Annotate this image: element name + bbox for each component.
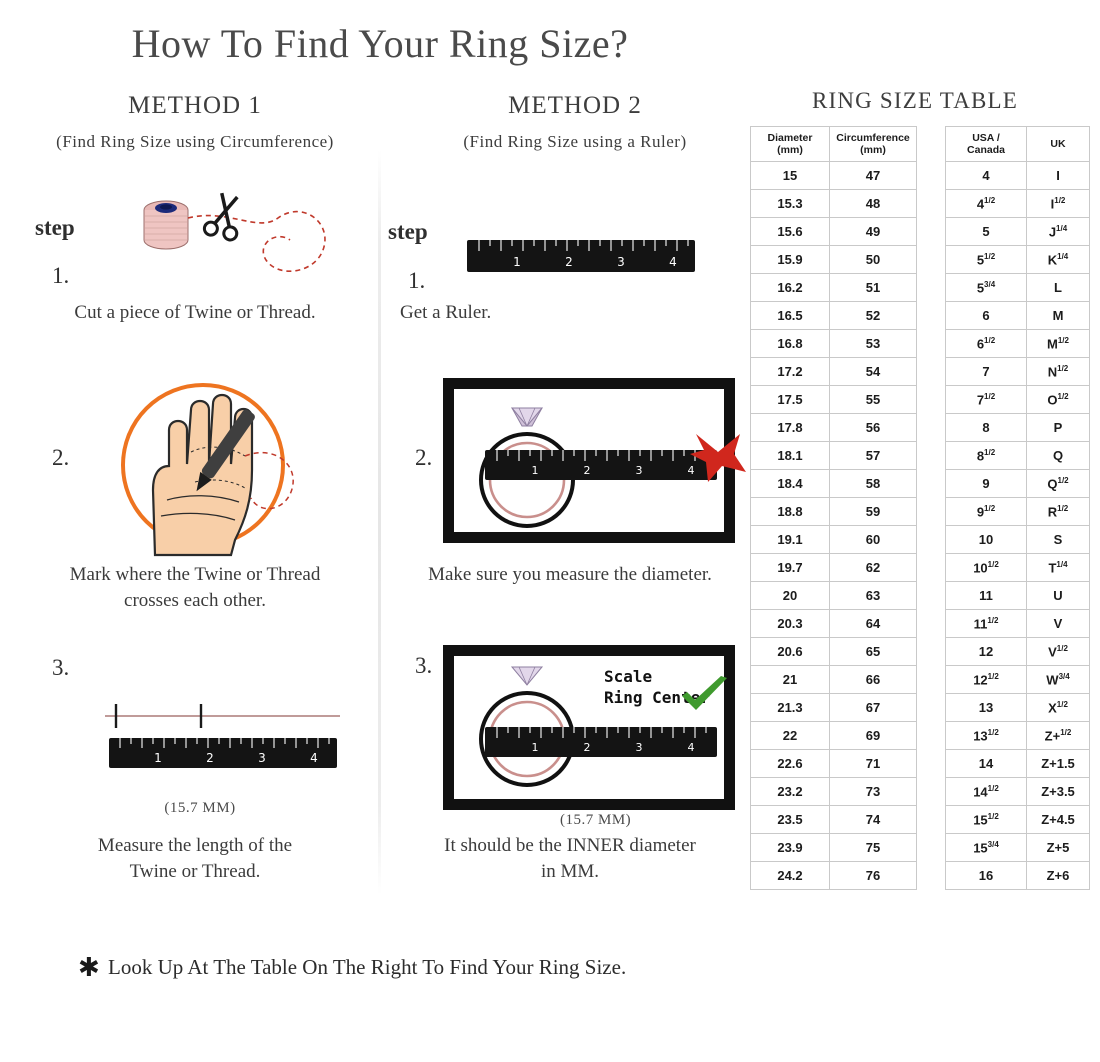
svg-text:4: 4 — [669, 255, 677, 269]
cell-circumference: 65 — [830, 638, 917, 666]
cell-usa-canada: 10 — [946, 526, 1027, 554]
cell-spacer — [917, 722, 946, 750]
ruler-tick-1: 1 — [154, 751, 162, 765]
diamond-icon — [512, 667, 542, 685]
cell-diameter: 23.2 — [751, 778, 830, 806]
cell-diameter: 16.5 — [751, 302, 830, 330]
hand-thread-illustration — [95, 370, 365, 560]
cell-circumference: 74 — [830, 806, 917, 834]
overlay-line-ring-center: Ring Center — [604, 687, 710, 707]
cell-diameter: 19.1 — [751, 526, 830, 554]
svg-text:1: 1 — [531, 741, 539, 754]
cell-usa-canada: $7^{1/2}$ — [946, 386, 1027, 414]
page-title: How To Find Your Ring Size? — [131, 21, 629, 66]
cell-circumference: 57 — [830, 442, 917, 470]
method-1-step-2-number: 2. — [52, 445, 70, 470]
overlay-line-scale: Scale — [604, 667, 653, 686]
cell-spacer — [917, 330, 946, 358]
cell-usa-canada: $10^{1/2}$ — [946, 554, 1027, 582]
check-mark-icon — [680, 676, 730, 718]
cell-spacer — [917, 554, 946, 582]
cell-uk: P — [1027, 414, 1090, 442]
cell-circumference: 59 — [830, 498, 917, 526]
cell-usa-canada: 14 — [946, 750, 1027, 778]
cell-uk: $I^{1/2}$ — [1027, 190, 1090, 218]
cell-circumference: 71 — [830, 750, 917, 778]
cell-usa-canada: 5 — [946, 218, 1027, 246]
cell-usa-canada: $11^{1/2}$ — [946, 610, 1027, 638]
cell-spacer — [917, 498, 946, 526]
cell-spacer — [917, 162, 946, 190]
table-row — [751, 638, 1090, 666]
cell-uk: U — [1027, 582, 1090, 610]
cell-diameter: 22 — [751, 722, 830, 750]
cell-uk: M — [1027, 302, 1090, 330]
measure-thread-ruler-illustration — [100, 690, 345, 770]
cell-spacer — [917, 218, 946, 246]
header-circumference: Circumference (mm) — [830, 127, 917, 162]
cell-circumference: 53 — [830, 330, 917, 358]
cell-circumference: 56 — [830, 414, 917, 442]
cell-circumference: 58 — [830, 470, 917, 498]
cell-usa-canada: 16 — [946, 862, 1027, 890]
svg-text:2: 2 — [583, 741, 591, 754]
table-row — [751, 358, 1090, 386]
cell-spacer — [917, 526, 946, 554]
cell-usa-canada: $13^{1/2}$ — [946, 722, 1027, 750]
cell-spacer — [917, 470, 946, 498]
cell-uk: L — [1027, 274, 1090, 302]
cell-usa-canada: 6 — [946, 302, 1027, 330]
cell-uk: Z+5 — [1027, 834, 1090, 862]
header-spacer — [917, 127, 946, 162]
svg-text:3: 3 — [635, 464, 643, 477]
table-row — [751, 862, 1090, 890]
cell-uk: Q — [1027, 442, 1090, 470]
cell-circumference: 76 — [830, 862, 917, 890]
cell-diameter: 17.2 — [751, 358, 830, 386]
ring-size-table — [750, 126, 1090, 890]
ruler-tick-3: 3 — [258, 751, 266, 765]
cell-usa-canada: 8 — [946, 414, 1027, 442]
header-usa-canada: USA / Canada — [946, 127, 1027, 162]
cell-uk: Z+6 — [1027, 862, 1090, 890]
table-row — [751, 330, 1090, 358]
cell-diameter: 19.7 — [751, 554, 830, 582]
cell-spacer — [917, 582, 946, 610]
cell-uk: $W^{3/4}$ — [1027, 666, 1090, 694]
table-row — [751, 834, 1090, 862]
cell-circumference: 64 — [830, 610, 917, 638]
table-row — [751, 470, 1090, 498]
cell-usa-canada: $8^{1/2}$ — [946, 442, 1027, 470]
cell-circumference: 62 — [830, 554, 917, 582]
cell-diameter: 17.5 — [751, 386, 830, 414]
table-row — [751, 386, 1090, 414]
cell-diameter: 17.8 — [751, 414, 830, 442]
ruler-tick-4: 4 — [310, 751, 318, 765]
cell-spacer — [917, 246, 946, 274]
cell-spacer — [917, 274, 946, 302]
svg-text:3: 3 — [617, 255, 625, 269]
method-1-subheading: (Find Ring Size using Circumference) — [56, 132, 334, 151]
cell-diameter: 20.6 — [751, 638, 830, 666]
cell-diameter: 18.4 — [751, 470, 830, 498]
cell-usa-canada: 4 — [946, 162, 1027, 190]
cell-diameter: 23.9 — [751, 834, 830, 862]
cell-spacer — [917, 386, 946, 414]
method-1-step-3-caption: Measure the length of the Twine or Thread. — [97, 835, 293, 882]
cell-circumference: 75 — [830, 834, 917, 862]
cell-diameter: 24.2 — [751, 862, 830, 890]
cell-spacer — [917, 638, 946, 666]
ring-outer-diameter-illustration — [455, 388, 725, 534]
cell-usa-canada: $14^{1/2}$ — [946, 778, 1027, 806]
table-row — [751, 246, 1090, 274]
svg-text:2: 2 — [583, 464, 591, 477]
cell-spacer — [917, 610, 946, 638]
svg-text:4: 4 — [687, 464, 695, 477]
cell-usa-canada: $15^{3/4}$ — [946, 834, 1027, 862]
cell-diameter: 21.3 — [751, 694, 830, 722]
ring-size-table-title: RING SIZE TABLE — [811, 88, 1019, 113]
cell-uk: $N^{1/2}$ — [1027, 358, 1090, 386]
cell-spacer — [917, 442, 946, 470]
cell-uk: $O^{1/2}$ — [1027, 386, 1090, 414]
wrong-mark-icon — [688, 428, 748, 486]
cell-uk: S — [1027, 526, 1090, 554]
svg-text:1: 1 — [513, 255, 521, 269]
svg-text:2: 2 — [565, 255, 573, 269]
method-2-step-3-note: (15.7 MM) — [560, 812, 632, 828]
header-uk: UK — [1027, 127, 1090, 162]
cell-diameter: 16.2 — [751, 274, 830, 302]
cell-spacer — [917, 694, 946, 722]
cell-diameter: 15.9 — [751, 246, 830, 274]
method-1-step-1-caption: Cut a piece of Twine or Thread. — [74, 302, 316, 323]
cell-uk: $Q^{1/2}$ — [1027, 470, 1090, 498]
table-row — [751, 750, 1090, 778]
method-1-heading: METHOD 1 — [128, 92, 262, 119]
cell-circumference: 67 — [830, 694, 917, 722]
cell-spacer — [917, 666, 946, 694]
cell-uk: Z+$^{1/2}$ — [1027, 722, 1090, 750]
table-row — [751, 722, 1090, 750]
svg-text:1: 1 — [531, 464, 539, 477]
cell-usa-canada: $6^{1/2}$ — [946, 330, 1027, 358]
cell-uk: $K^{1/4}$ — [1027, 246, 1090, 274]
cell-uk: V — [1027, 610, 1090, 638]
table-row — [751, 442, 1090, 470]
cell-spacer — [917, 806, 946, 834]
cell-circumference: 73 — [830, 778, 917, 806]
method-2-subheading: (Find Ring Size using a Ruler) — [463, 132, 687, 151]
table-row — [751, 498, 1090, 526]
svg-text:3: 3 — [635, 741, 643, 754]
ruler-illustration — [465, 238, 700, 278]
cell-circumference: 66 — [830, 666, 917, 694]
cell-diameter: 20.3 — [751, 610, 830, 638]
method-1-step-2-caption: Mark where the Twine or Thread crosses each other. — [69, 564, 321, 611]
cell-spacer — [917, 414, 946, 442]
table-row — [751, 610, 1090, 638]
cell-diameter: 23.5 — [751, 806, 830, 834]
method-2-step-2-number: 2. — [415, 445, 433, 470]
table-row — [751, 694, 1090, 722]
column-divider — [378, 150, 381, 895]
cell-diameter: 18.1 — [751, 442, 830, 470]
cell-diameter: 15.3 — [751, 190, 830, 218]
cell-circumference: 60 — [830, 526, 917, 554]
table-row — [751, 666, 1090, 694]
cell-diameter: 20 — [751, 582, 830, 610]
method-2-step-word: step — [388, 219, 428, 244]
header-diameter: Diameter (mm) — [751, 127, 830, 162]
cell-uk: $M^{1/2}$ — [1027, 330, 1090, 358]
table-row — [751, 414, 1090, 442]
method-1-step-3-note: (15.7 MM) — [164, 800, 236, 816]
cell-circumference: 50 — [830, 246, 917, 274]
method-1-step-1-number: 1. — [52, 263, 70, 288]
svg-text:4: 4 — [687, 741, 695, 754]
method-2-step-1-caption: Get a Ruler. — [400, 302, 492, 323]
table-row — [751, 526, 1090, 554]
ruler-tick-2: 2 — [206, 751, 214, 765]
cell-spacer — [917, 358, 946, 386]
cell-usa-canada: 7 — [946, 358, 1027, 386]
cell-diameter: 16.8 — [751, 330, 830, 358]
table-row — [751, 554, 1090, 582]
table-row — [751, 274, 1090, 302]
cell-circumference: 69 — [830, 722, 917, 750]
cell-usa-canada: 12 — [946, 638, 1027, 666]
cell-diameter: 21 — [751, 666, 830, 694]
cell-circumference: 52 — [830, 302, 917, 330]
method-1-step-word: step — [35, 215, 75, 240]
cell-circumference: 63 — [830, 582, 917, 610]
table-row — [751, 582, 1090, 610]
cell-spacer — [917, 190, 946, 218]
cell-uk: $T^{1/4}$ — [1027, 554, 1090, 582]
footer-text: Look Up At The Table On The Right To Find Your Ring Size. — [108, 955, 627, 979]
cell-uk: $V^{1/2}$ — [1027, 638, 1090, 666]
method-2-heading: METHOD 2 — [508, 92, 642, 119]
table-row — [751, 778, 1090, 806]
cell-usa-canada: 13 — [946, 694, 1027, 722]
method-2-step-1-number: 1. — [408, 268, 426, 293]
cell-spacer — [917, 862, 946, 890]
cell-usa-canada: $9^{1/2}$ — [946, 498, 1027, 526]
cell-usa-canada: $5^{1/2}$ — [946, 246, 1027, 274]
cell-usa-canada: $5^{3/4}$ — [946, 274, 1027, 302]
cell-spacer — [917, 778, 946, 806]
cell-usa-canada: 9 — [946, 470, 1027, 498]
table-row — [751, 190, 1090, 218]
cell-uk: Z+1.5 — [1027, 750, 1090, 778]
method-2-step-3-number: 3. — [415, 653, 433, 678]
cell-diameter: 15 — [751, 162, 830, 190]
cell-spacer — [917, 834, 946, 862]
cell-uk: Z+3.5 — [1027, 778, 1090, 806]
cell-circumference: 51 — [830, 274, 917, 302]
twine-spool-scissors-illustration — [118, 178, 358, 288]
table-row — [751, 302, 1090, 330]
method-2-step-3-caption: It should be the INNER diameter in MM. — [444, 835, 696, 882]
footer-star-icon: ✱ — [78, 953, 100, 982]
table-row — [751, 162, 1090, 190]
cell-circumference: 55 — [830, 386, 917, 414]
cell-uk: $X^{1/2}$ — [1027, 694, 1090, 722]
cell-circumference: 54 — [830, 358, 917, 386]
cell-diameter: 22.6 — [751, 750, 830, 778]
cell-uk: I — [1027, 162, 1090, 190]
cell-spacer — [917, 302, 946, 330]
cell-usa-canada: 11 — [946, 582, 1027, 610]
cell-diameter: 18.8 — [751, 498, 830, 526]
cell-usa-canada: $4^{1/2}$ — [946, 190, 1027, 218]
cell-uk: $J^{1/4}$ — [1027, 218, 1090, 246]
method-1-step-3-number: 3. — [52, 655, 70, 680]
cell-uk: Z+4.5 — [1027, 806, 1090, 834]
cell-circumference: 47 — [830, 162, 917, 190]
cell-uk: $R^{1/2}$ — [1027, 498, 1090, 526]
cell-circumference: 49 — [830, 218, 917, 246]
table-header-row — [751, 127, 1090, 162]
cell-diameter: 15.6 — [751, 218, 830, 246]
method-2-step-2-caption: Make sure you measure the diameter. — [428, 564, 712, 585]
cell-spacer — [917, 750, 946, 778]
diamond-icon — [512, 408, 542, 426]
table-row — [751, 806, 1090, 834]
cell-circumference: 48 — [830, 190, 917, 218]
cell-usa-canada: $15^{1/2}$ — [946, 806, 1027, 834]
table-row — [751, 218, 1090, 246]
cell-usa-canada: $12^{1/2}$ — [946, 666, 1027, 694]
